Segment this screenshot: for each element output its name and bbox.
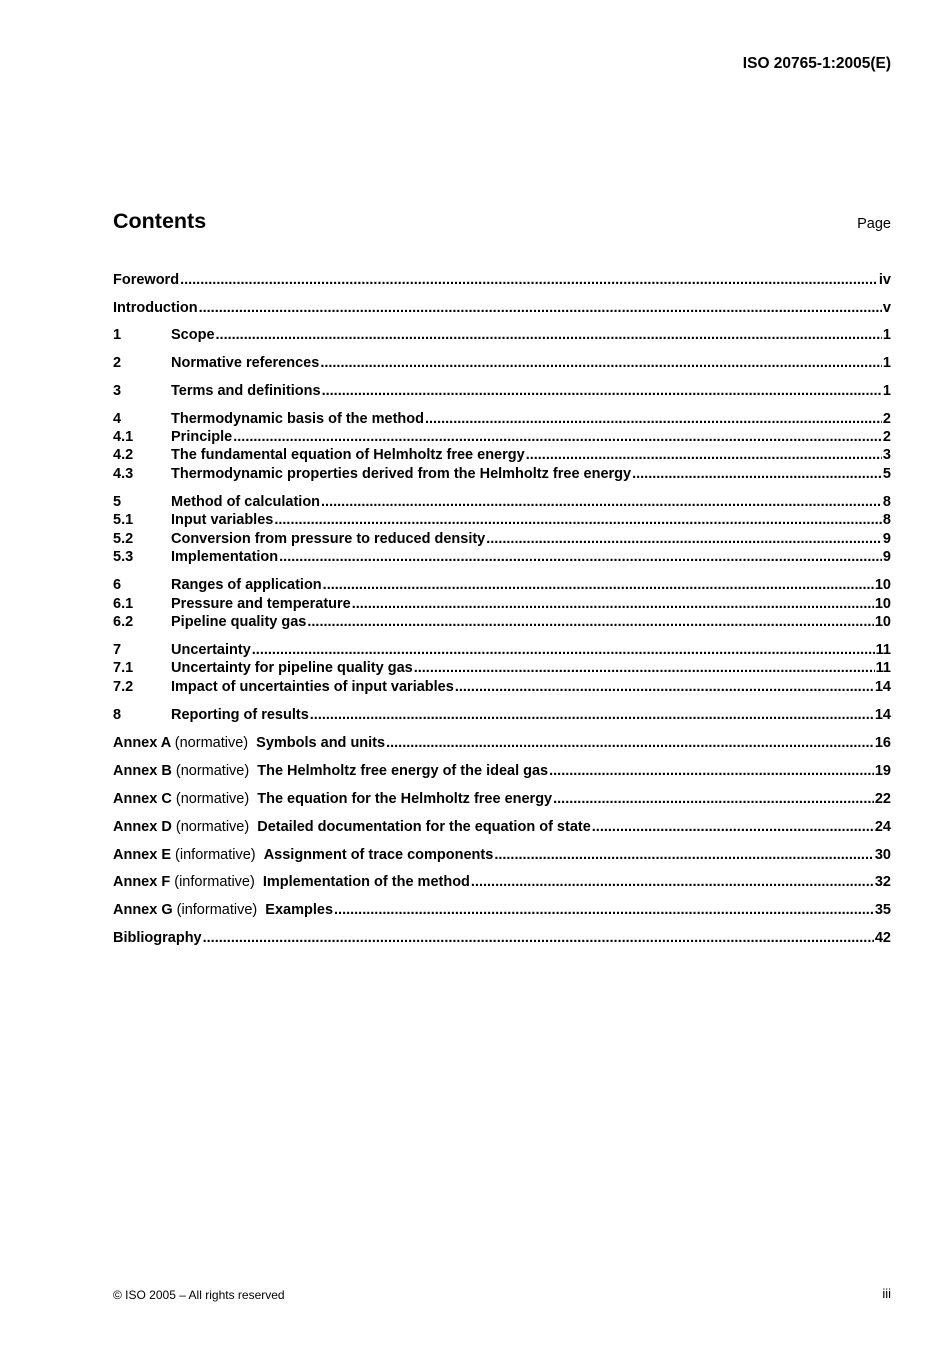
toc-page-number: 10 [874,577,891,593]
toc-entry-title [171,576,322,594]
toc-page-number: 16 [874,735,891,751]
annex-kind: (normative) [174,735,249,751]
toc-page-number: 1 [882,383,891,399]
toc-entry[interactable] [113,641,891,659]
dot-leader [471,873,874,891]
dot-leader [233,428,882,446]
dot-leader [526,446,882,464]
toc-entry[interactable] [113,901,891,919]
annex-label: Annex E [113,847,172,863]
toc-section-number: 2 [113,355,122,371]
toc-entry-title [113,762,548,780]
toc-title-text: Reporting of results [171,707,309,723]
toc-title-text: The Helmholtz free energy of the ideal gas [257,763,549,779]
annex-label: Annex B [113,763,172,779]
toc-entry[interactable] [113,678,891,696]
dot-leader [216,326,882,344]
toc-title-text: Examples [265,902,334,918]
toc-title-text: Thermodynamic basis of the method [171,411,424,427]
toc-page-number: 11 [875,642,891,658]
annex-label: Annex F [113,874,171,890]
toc-page-number: 10 [874,596,891,612]
toc-section-number: 8 [113,707,122,723]
toc-title-text: Principle [171,429,233,445]
toc-entry[interactable] [113,410,891,428]
toc-entry-title [171,428,232,446]
toc-entry-title [171,465,631,483]
toc-entry[interactable] [113,576,891,594]
toc-entry-title [113,734,385,752]
dot-leader [414,659,875,677]
annex-kind: (informative) [174,874,255,890]
toc-entry[interactable] [113,790,891,808]
toc-title-text: Thermodynamic properties derived from the Helmholtz free energy [171,466,632,482]
toc-title-text: Pipeline quality gas [171,614,307,630]
toc-title-text: Ranges of application [171,577,322,593]
toc-entry[interactable] [113,428,891,446]
dot-leader [323,576,874,594]
annex-kind: (normative) [175,763,250,779]
toc-page-number: 14 [874,707,891,723]
dot-leader [320,354,882,372]
toc-title-text: Introduction [113,300,198,316]
toc-page-number: 9 [882,531,891,547]
dot-leader [486,530,882,548]
toc-title-text: The equation for the Helmholtz free energy [257,791,553,807]
toc-title-text: Normative references [171,355,320,371]
toc-section-number: 4 [113,411,122,427]
toc-page-number: 32 [874,874,891,890]
dot-leader [549,762,874,780]
dot-leader [307,613,873,631]
toc-entry-title [171,446,525,464]
toc-entry-title [113,818,591,836]
dot-leader [203,929,874,947]
toc-page-number: 19 [874,763,891,779]
toc-entry-title [113,901,333,919]
toc-section-number: 4.3 [113,466,134,482]
toc-entry-title [171,595,351,613]
dot-leader [274,511,882,529]
toc-entry[interactable] [113,548,891,566]
toc-entry-title [171,511,273,529]
toc-page-number: 11 [875,660,891,676]
toc-section-number: 7.2 [113,679,134,695]
toc-title-text: Assignment of trace components [263,847,494,863]
dot-leader [494,846,874,864]
annex-label: Annex G [113,902,173,918]
toc-entry-title [171,548,278,566]
toc-section-number: 6.1 [113,596,134,612]
toc-entry[interactable] [113,493,891,511]
toc-entry-title [171,706,309,724]
dot-leader [352,595,874,613]
toc-entry[interactable] [113,659,891,677]
annex-kind: (normative) [175,791,250,807]
toc-title-text: Pressure and temperature [171,596,351,612]
dot-leader [252,641,875,659]
toc-page-number: 1 [882,327,891,343]
toc-section-number: 7.1 [113,660,134,676]
toc-entry[interactable] [113,354,891,372]
dot-leader [334,901,874,919]
toc-title-text: Foreword [113,272,180,288]
toc-entry-title [171,659,413,677]
toc-section-number: 5.2 [113,531,134,547]
toc-section-number: 5.3 [113,549,134,565]
toc-entry[interactable] [113,846,891,864]
toc-entry-title [171,530,485,548]
toc-entry[interactable] [113,929,891,947]
dot-leader [553,790,874,808]
toc-entry[interactable] [113,873,891,891]
toc-title-text: Uncertainty [171,642,251,658]
dot-leader [310,706,874,724]
toc-page-number: 9 [882,549,891,565]
toc-page-number: v [882,300,891,316]
toc-entry[interactable] [113,511,891,529]
toc-entry[interactable] [113,465,891,483]
toc-entry[interactable] [113,613,891,631]
toc-entry-title [113,299,198,317]
dot-leader [632,465,882,483]
toc-title-text: Implementation of the method [262,874,470,890]
toc-entry-title [113,846,493,864]
toc-page-number: 30 [874,847,891,863]
toc-entry-title [171,410,424,428]
toc-title-text: Method of calculation [171,494,321,510]
toc-page-number: 8 [882,494,891,510]
toc-section-number: 5 [113,494,122,510]
toc-title-text: Impact of uncertainties of input variables [171,679,454,695]
toc-page-number: 1 [882,355,891,371]
footer-copyright: © ISO 2005 – All rights reserved [113,1288,285,1302]
toc-section-number: 5.1 [113,512,134,528]
toc-entry[interactable] [113,271,891,289]
dot-leader [180,271,878,289]
dot-leader [425,410,882,428]
toc-title-text: Bibliography [113,930,202,946]
toc-entry[interactable] [113,762,891,780]
toc-title-text: Terms and definitions [171,383,321,399]
toc-title-text: Conversion from pressure to reduced density [171,531,486,547]
toc-entry-title [171,641,251,659]
footer-page-number: iii [882,1286,891,1301]
toc-section-number: 4.1 [113,429,134,445]
toc-page-number: 5 [882,466,891,482]
annex-kind: (informative) [175,847,256,863]
toc-page-number: 3 [882,447,891,463]
dot-leader [455,678,874,696]
toc-entry[interactable] [113,818,891,836]
contents-title: Contents [113,209,207,233]
toc-section-number: 7 [113,642,122,658]
dot-leader [199,299,882,317]
document-id: ISO 20765-1:2005(E) [742,55,891,72]
toc-entry[interactable] [113,446,891,464]
toc-entry-title [171,678,454,696]
toc-entry[interactable] [113,734,891,752]
dot-leader [322,382,882,400]
toc-page-number: iv [878,272,891,288]
toc-entry-title [171,326,215,344]
toc-section-number: 1 [113,327,122,343]
annex-label: Annex D [113,819,172,835]
toc-title-text: Uncertainty for pipeline quality gas [171,660,413,676]
toc-page-number: 8 [882,512,891,528]
toc-entry[interactable] [113,595,891,613]
toc-entry-title [171,493,320,511]
toc-title-text: The fundamental equation of Helmholtz free energy [171,447,525,463]
toc-title-text: Detailed documentation for the equation of state [257,819,591,835]
toc-entry[interactable] [113,299,891,317]
toc-page-number: 42 [874,930,891,946]
toc-section-number: 3 [113,383,122,399]
toc-entry[interactable] [113,326,891,344]
annex-label: Annex A [113,735,171,751]
dot-leader [321,493,882,511]
toc-entry-title [113,929,202,947]
toc-section-number: 6.2 [113,614,134,630]
toc-page-number: 24 [874,819,891,835]
toc-page-number: 2 [882,411,891,427]
toc-entry-title [113,790,552,808]
toc-entry-title [171,382,321,400]
toc-section-number: 6 [113,577,122,593]
toc-page-number: 22 [874,791,891,807]
toc-entry-title [171,613,306,631]
toc-title-text: Implementation [171,549,279,565]
toc-entry-title [113,873,470,891]
toc-page-number: 2 [882,429,891,445]
toc-entry-title [113,271,179,289]
toc-page-number: 10 [874,614,891,630]
toc-section-number: 4.2 [113,447,134,463]
toc-page-number: 14 [874,679,891,695]
toc-entry-title [171,354,319,372]
toc-entry[interactable] [113,382,891,400]
toc-page-number: 35 [874,902,891,918]
toc-entry[interactable] [113,530,891,548]
dot-leader [279,548,882,566]
dot-leader [592,818,874,836]
dot-leader [386,734,874,752]
toc-title-text: Input variables [171,512,274,528]
toc-title-text: Scope [171,327,215,343]
annex-label: Annex C [113,791,172,807]
page-column-label: Page [857,216,891,232]
annex-kind: (normative) [175,819,250,835]
toc-entry[interactable] [113,706,891,724]
toc-title-text: Symbols and units [256,735,386,751]
annex-kind: (informative) [176,902,258,918]
